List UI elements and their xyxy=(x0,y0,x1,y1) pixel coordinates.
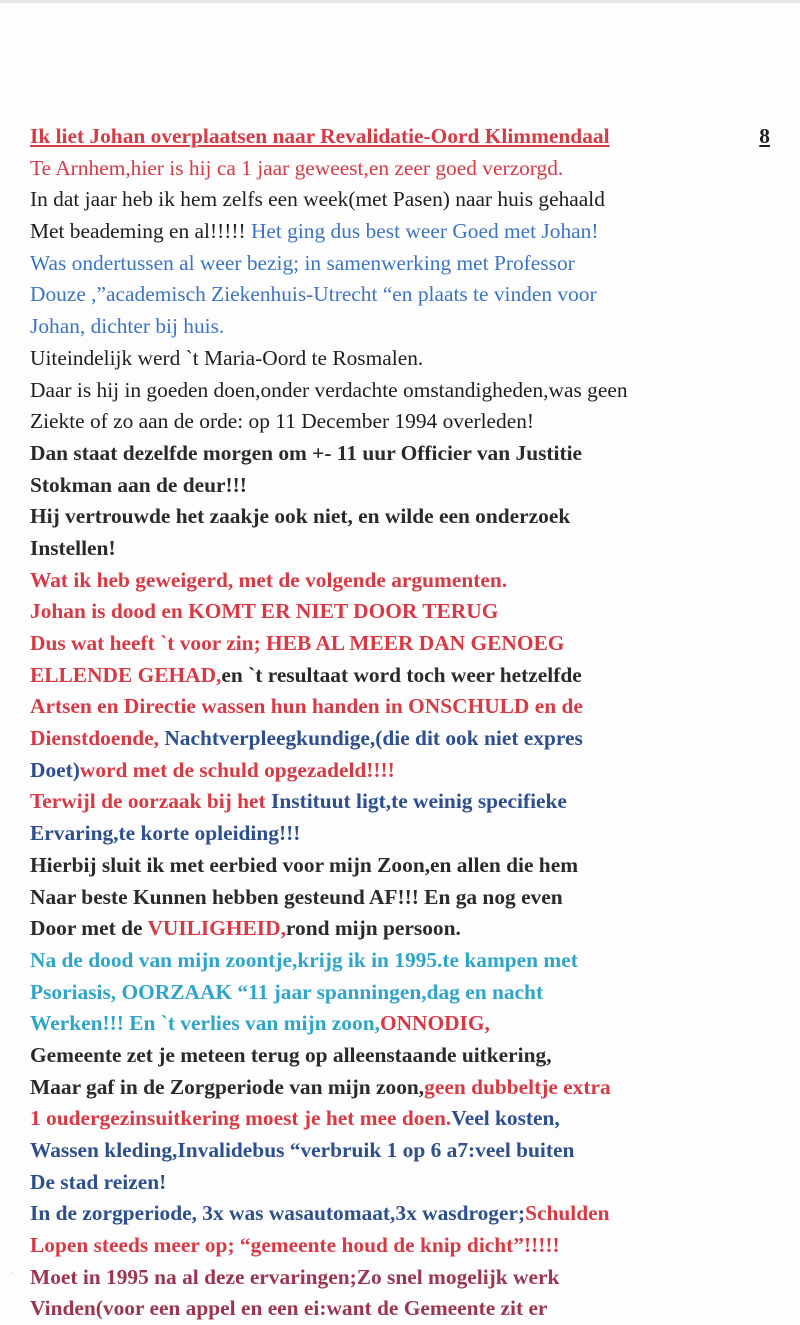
text-line xyxy=(30,1198,795,1230)
text-run: Vinden(voor een appel en een ei:want de Gemeente zit er xyxy=(30,1296,548,1321)
text-line xyxy=(30,501,795,533)
text-run: Instellen! xyxy=(30,535,116,560)
text-run: Moet in 1995 na al deze ervaringen;Zo snel mogelijk werk xyxy=(30,1264,560,1289)
text-run: word met de schuld opgezadeld!!!! xyxy=(79,757,395,782)
text-run: Daar is hij in goeden doen,onder verdachte omstandigheden,was geen xyxy=(30,377,628,402)
text-run: Ik liet Johan overplaatsen naar Revalidatie-Oord Klimmendaal xyxy=(30,124,610,148)
text-run: Wassen kleding,Invalidebus “verbruik 1 op 6 a7:veel buiten xyxy=(30,1138,575,1162)
text-line xyxy=(30,691,795,723)
text-line xyxy=(30,1262,795,1294)
text-run: Terwijl de oorzaak bij het xyxy=(30,789,272,814)
text-line xyxy=(30,343,795,375)
text-run: Hij vertrouwde het zaakje ook niet, en wilde een onderzoek xyxy=(30,504,571,529)
text-run: Douze ,”academisch Ziekenhuis-Utrecht “en plaats te vinden voor xyxy=(30,282,597,307)
text-run: Met beademing en al!!!!! xyxy=(30,219,251,244)
text-run: Instituut ligt,te weinig specifieke xyxy=(271,789,567,814)
text-run: Het ging dus best weer Goed met Johan! xyxy=(250,219,599,244)
text-line xyxy=(30,279,795,311)
text-run: Dan staat dezelfde morgen om +- 11 uur Officier van Justitie xyxy=(30,440,583,465)
text-run: Te Arnhem,hier is hij ca 1 jaar geweest,en zeer goed verzorgd. xyxy=(30,155,564,180)
scan-speck: · xyxy=(10,1268,13,1278)
text-line xyxy=(30,1008,795,1040)
text-line xyxy=(30,628,795,660)
text-run: Lopen steeds meer op; “gemeente houd de knip dicht”!!!!! xyxy=(30,1233,560,1258)
text-line xyxy=(30,1103,795,1135)
text-run: Dienstdoende, xyxy=(30,726,165,751)
text-line xyxy=(30,216,795,248)
text-line xyxy=(30,786,795,818)
text-run: ONNODIG, xyxy=(379,1011,490,1036)
text-run: Wat ik heb geweigerd, met de volgende argumenten. xyxy=(30,567,508,592)
text-line xyxy=(30,1135,795,1167)
text-line xyxy=(30,882,795,914)
text-run: Werken!!! En `t verlies van mijn zoon, xyxy=(30,1011,380,1036)
text-line xyxy=(30,850,795,882)
text-run: In de zorgperiode, 3x was wasautomaat,3x wasdroger; xyxy=(30,1201,526,1226)
text-line xyxy=(30,755,795,787)
text-run: geen dubbeltje extra xyxy=(424,1074,611,1099)
text-run: VUILIGHEID, xyxy=(147,916,286,941)
scan-top-edge xyxy=(0,0,800,3)
text-line xyxy=(30,153,795,185)
text-line xyxy=(30,1293,795,1325)
text-run: Ziekte of zo aan de orde: op 11 December 1994 overleden! xyxy=(30,409,535,434)
letter-text xyxy=(30,121,795,1325)
text-line xyxy=(30,121,795,153)
text-line xyxy=(30,818,795,850)
text-run: Door met de xyxy=(30,916,148,941)
text-line xyxy=(30,660,795,692)
text-run: Maar gaf in de Zorgperiode van mijn zoon, xyxy=(30,1074,425,1099)
text-line xyxy=(30,723,795,755)
text-run: rond mijn persoon. xyxy=(285,916,461,941)
text-run: Veel kosten, xyxy=(451,1106,560,1131)
text-run: ELLENDE GEHAD, xyxy=(30,662,222,687)
text-run: 1 oudergezinsuitkering moest je het mee doen. xyxy=(30,1106,452,1131)
text-line xyxy=(30,945,795,977)
text-line xyxy=(30,533,795,565)
text-line xyxy=(30,913,795,945)
text-run: De stad reizen! xyxy=(30,1169,167,1194)
text-line xyxy=(30,311,795,343)
text-line xyxy=(30,375,795,407)
text-run: Doet) xyxy=(30,757,80,782)
text-line xyxy=(30,565,795,597)
page-number: 8 xyxy=(759,124,770,148)
text-line xyxy=(30,184,795,216)
text-run: Hierbij sluit ik met eerbied voor mijn Zoon,en allen die hem xyxy=(30,852,579,877)
text-run: Ervaring,te korte opleiding!!! xyxy=(30,821,301,846)
text-run: Gemeente zet je meteen terug op alleenstaande uitkering, xyxy=(30,1042,552,1067)
text-run: Johan is dood en KOMT ER NIET DOOR TERUG xyxy=(30,599,499,624)
text-line xyxy=(30,1167,795,1199)
text-line xyxy=(30,248,795,280)
text-run: In dat jaar heb ik hem zelfs een week(met Pasen) naar huis gehaald xyxy=(30,187,605,212)
text-run: Was ondertussen al weer bezig; in samenwerking met Professor xyxy=(30,250,575,275)
text-run: Na de dood van mijn zoontje,krijg ik in 1995.te kampen met xyxy=(30,947,578,972)
text-line xyxy=(30,438,795,470)
text-run: Dus wat heeft `t voor zin; HEB AL MEER DAN GENOEG xyxy=(30,631,565,655)
text-run: Naar beste Kunnen hebben gesteund AF!!! En ga nog even xyxy=(30,884,563,909)
text-run: Johan, dichter bij huis. xyxy=(30,314,225,339)
text-line xyxy=(30,470,795,502)
text-line xyxy=(30,1040,795,1072)
text-run: Schulden xyxy=(525,1201,610,1226)
text-line xyxy=(30,1230,795,1262)
text-run: en `t resultaat word toch weer hetzelfde xyxy=(221,662,582,687)
text-run: Nachtverpleegkundige,(die dit ook niet expres xyxy=(164,726,583,751)
text-line xyxy=(30,596,795,628)
text-line xyxy=(30,1072,795,1104)
text-run: Stokman aan de deur!!! xyxy=(30,472,247,497)
text-run: Uiteindelijk werd `t Maria-Oord te Rosmalen. xyxy=(30,345,424,370)
text-line xyxy=(30,406,795,438)
text-run: Psoriasis, OORZAAK “11 jaar spanningen,dag en nacht xyxy=(30,979,544,1004)
text-run: Artsen en Directie wassen hun handen in ONSCHULD en de xyxy=(30,694,583,719)
text-line xyxy=(30,977,795,1009)
